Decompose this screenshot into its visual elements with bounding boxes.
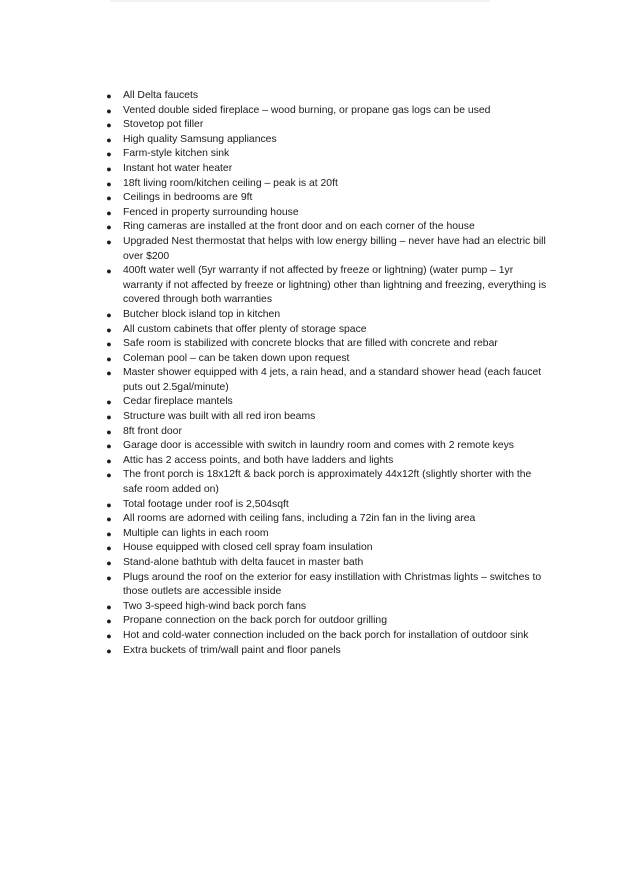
bullet-icon: ● bbox=[106, 324, 112, 335]
bullet-icon: ● bbox=[106, 339, 112, 350]
feature-text: 18ft living room/kitchen ceiling – peak is at 20ft bbox=[123, 177, 338, 189]
feature-text: High quality Samsung appliances bbox=[123, 133, 277, 145]
bullet-icon: ● bbox=[106, 572, 112, 583]
feature-text: Ceilings in bedrooms are 9ft bbox=[123, 192, 253, 204]
bullet-icon: ● bbox=[106, 178, 112, 189]
feature-text: Safe room is stabilized with concrete blocks that are filled with concrete and rebar bbox=[123, 338, 498, 350]
feature-list-item bbox=[0, 104, 637, 119]
feature-text: Two 3-speed high-wind back porch fans bbox=[123, 600, 307, 612]
bullet-icon: ● bbox=[106, 163, 112, 174]
feature-text: House equipped with closed cell spray foam insulation bbox=[123, 542, 373, 554]
bullet-icon: ● bbox=[106, 412, 112, 423]
feature-text: Total footage under roof is 2,504sqft bbox=[123, 498, 289, 510]
feature-list-item bbox=[0, 133, 637, 148]
feature-text: Master shower equipped with 4 jets, a rain head, and a standard shower head (each faucet puts out 2.5gal/minute) bbox=[123, 367, 542, 393]
feature-list-item bbox=[0, 541, 637, 556]
bullet-icon: ● bbox=[106, 470, 112, 481]
bullet-icon: ● bbox=[106, 645, 112, 656]
feature-list-item bbox=[0, 439, 637, 454]
feature-list-item bbox=[0, 410, 637, 425]
feature-text: All custom cabinets that offer plenty of storage space bbox=[123, 323, 367, 335]
feature-text: Plugs around the roof on the exterior for easy instillation with Christmas lights – switches to those outlets are accessible inside bbox=[123, 571, 542, 598]
feature-text: The front porch is 18x12ft & back porch is approximately 44x12ft (slightly shorter with the safe room added on) bbox=[123, 469, 532, 496]
feature-text: All Delta faucets bbox=[123, 90, 199, 101]
bullet-icon: ● bbox=[106, 353, 112, 364]
bullet-icon: ● bbox=[106, 368, 112, 379]
feature-list-item bbox=[0, 468, 637, 497]
feature-text: Upgraded Nest thermostat that helps with low energy billing – never have had an electric bill over $200 bbox=[123, 235, 546, 262]
feature-list-item bbox=[0, 571, 637, 600]
feature-list-item bbox=[0, 644, 637, 659]
bullet-icon: ● bbox=[106, 120, 112, 131]
feature-text: Garage door is accessible with switch in laundry room and comes with 2 remote keys bbox=[123, 440, 514, 452]
feature-list bbox=[0, 89, 637, 658]
feature-list-item bbox=[0, 629, 637, 644]
bullet-icon: ● bbox=[106, 236, 112, 247]
feature-list-item bbox=[0, 556, 637, 571]
feature-text: Hot and cold-water connection included on the back porch for installation of outdoor sink bbox=[123, 629, 529, 641]
feature-text: Propane connection on the back porch for outdoor grilling bbox=[123, 615, 387, 627]
bullet-icon: ● bbox=[106, 455, 112, 466]
feature-list-item bbox=[0, 366, 637, 395]
feature-list-item bbox=[0, 454, 637, 469]
feature-text: Instant hot water heater bbox=[123, 162, 233, 174]
bullet-icon: ● bbox=[106, 91, 112, 101]
bullet-icon: ● bbox=[106, 222, 112, 233]
scan-edge-line bbox=[110, 0, 490, 2]
feature-list-item bbox=[0, 89, 637, 104]
bullet-icon: ● bbox=[106, 309, 112, 320]
feature-list-item bbox=[0, 220, 637, 235]
feature-list-item bbox=[0, 527, 637, 542]
feature-text: Butcher block island top in kitchen bbox=[123, 308, 281, 320]
bullet-icon: ● bbox=[106, 207, 112, 218]
feature-list-item bbox=[0, 206, 637, 221]
feature-list-item bbox=[0, 498, 637, 513]
feature-text: Stovetop pot filler bbox=[123, 119, 204, 131]
feature-text: Stand-alone bathtub with delta faucet in master bath bbox=[123, 557, 364, 568]
feature-text: All rooms are adorned with ceiling fans, including a 72in fan in the living area bbox=[123, 513, 476, 525]
feature-list-item bbox=[0, 308, 637, 323]
feature-text: Structure was built with all red iron beams bbox=[123, 411, 316, 423]
feature-list-item bbox=[0, 600, 637, 615]
feature-list-item bbox=[0, 425, 637, 440]
bullet-icon: ● bbox=[106, 528, 112, 539]
feature-text: Ring cameras are installed at the front door and on each corner of the house bbox=[123, 221, 475, 233]
feature-list-item bbox=[0, 614, 637, 629]
feature-text: Attic has 2 access points, and both have ladders and lights bbox=[123, 454, 394, 466]
feature-list-item bbox=[0, 264, 637, 308]
feature-list-item bbox=[0, 162, 637, 177]
bullet-icon: ● bbox=[106, 543, 112, 554]
feature-list-item bbox=[0, 147, 637, 162]
bullet-icon: ● bbox=[106, 134, 112, 145]
feature-list-item bbox=[0, 352, 637, 367]
feature-text: 400ft water well (5yr warranty if not affected by freeze or lightning) (water pump – 1yr warranty if not affected by freeze or lightning) other than lightning and freezing, everything is covered through both warranties bbox=[123, 265, 547, 306]
bullet-icon: ● bbox=[106, 514, 112, 525]
feature-text: Multiple can lights in each room bbox=[123, 527, 269, 539]
feature-text: Vented double sided fireplace – wood burning, or propane gas logs can be used bbox=[123, 104, 491, 116]
feature-list-item bbox=[0, 395, 637, 410]
bullet-icon: ● bbox=[106, 266, 112, 277]
bullet-icon: ● bbox=[106, 616, 112, 627]
bullet-icon: ● bbox=[106, 630, 112, 641]
bullet-icon: ● bbox=[106, 499, 112, 510]
feature-list-item bbox=[0, 337, 637, 352]
feature-text: Fenced in property surrounding house bbox=[123, 206, 299, 218]
feature-text: Coleman pool – can be taken down upon request bbox=[123, 352, 350, 364]
bullet-icon: ● bbox=[106, 426, 112, 437]
feature-text: Farm-style kitchen sink bbox=[123, 148, 230, 160]
bullet-icon: ● bbox=[106, 601, 112, 612]
feature-list-item bbox=[0, 235, 637, 264]
feature-list-item bbox=[0, 323, 637, 338]
bullet-icon: ● bbox=[106, 149, 112, 160]
feature-text: 8ft front door bbox=[123, 425, 182, 437]
bullet-icon: ● bbox=[106, 105, 112, 116]
bullet-icon: ● bbox=[106, 558, 112, 568]
feature-list-item bbox=[0, 177, 637, 192]
feature-list-item bbox=[0, 118, 637, 133]
bullet-icon: ● bbox=[106, 193, 112, 204]
feature-list-item bbox=[0, 512, 637, 527]
bullet-icon: ● bbox=[106, 441, 112, 452]
feature-text: Cedar fireplace mantels bbox=[123, 396, 233, 408]
feature-list-item bbox=[0, 191, 637, 206]
feature-text: Extra buckets of trim/wall paint and floor panels bbox=[123, 644, 341, 656]
bullet-icon: ● bbox=[106, 397, 112, 408]
